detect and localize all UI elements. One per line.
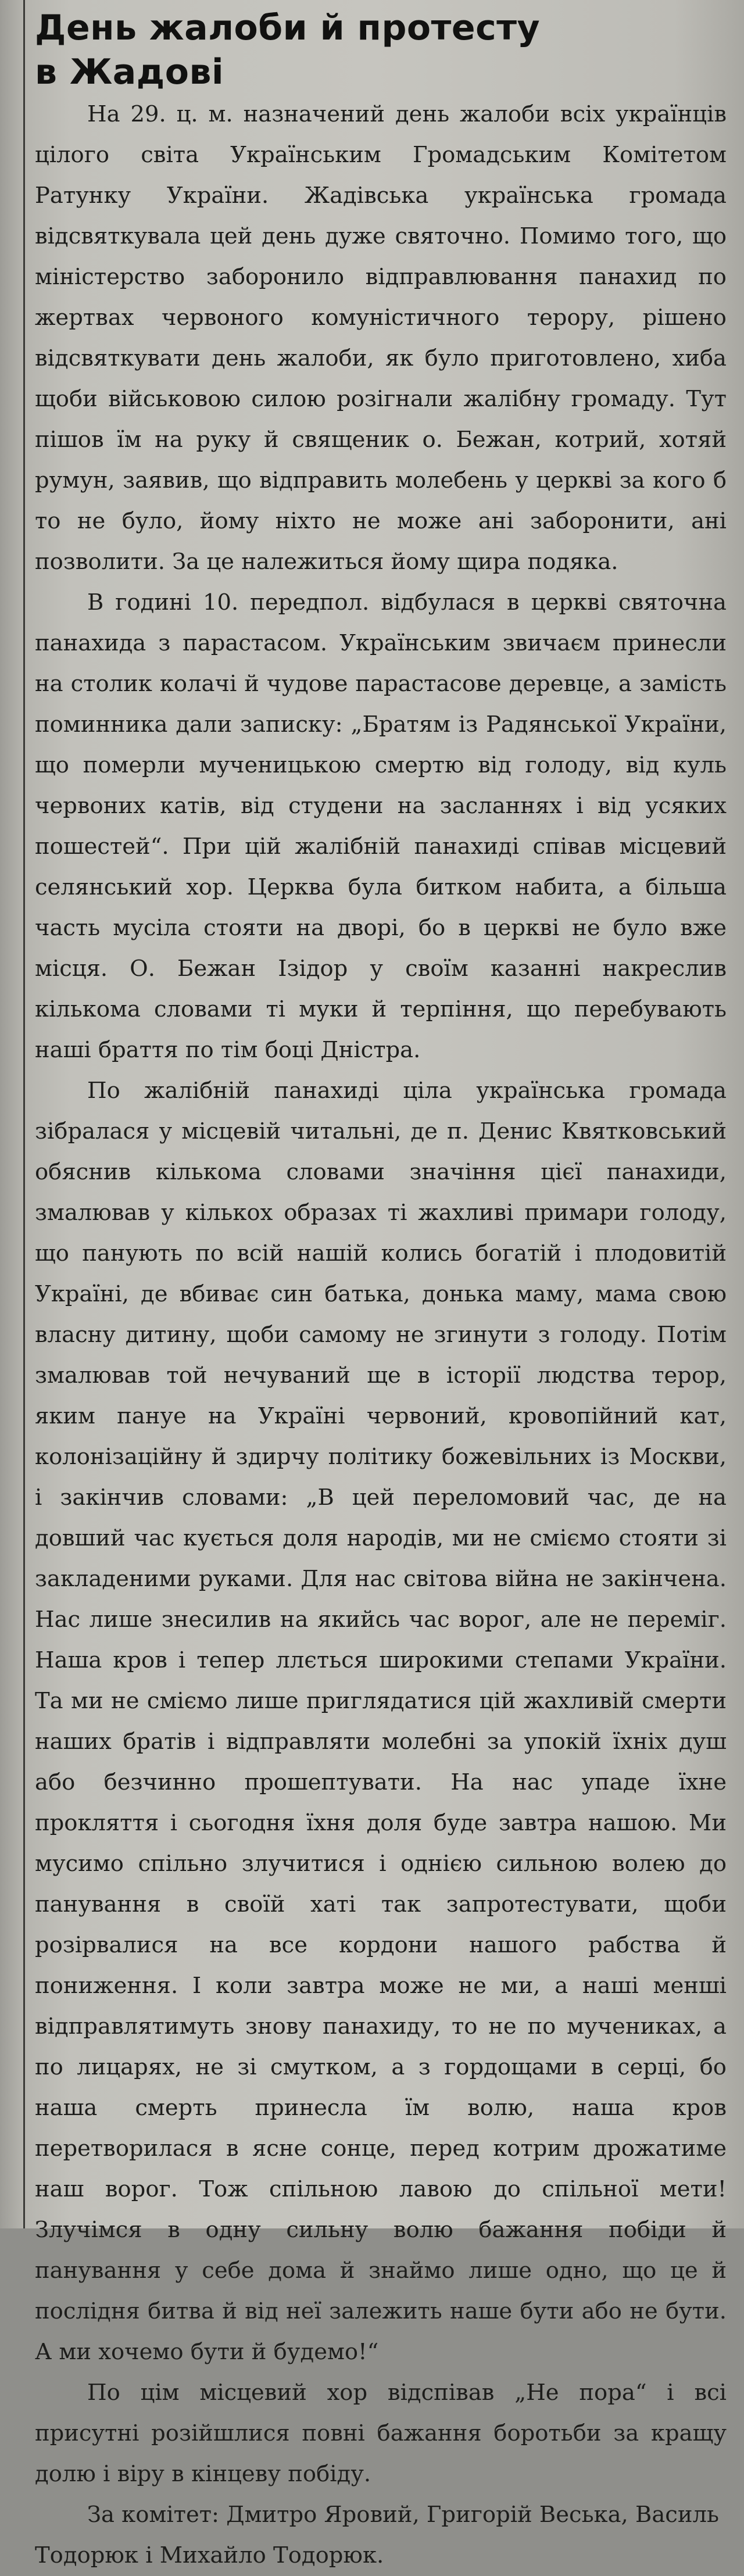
- article-title-line-1: День жалоби й протесту: [35, 8, 541, 48]
- article: [35, 6, 727, 2576]
- article-paragraph: На 29. ц. м. назначений день жалоби всіх українців цілого світа Українським Громадським Комітетом Ратунку України. Жадівська українська громада відсвяткувала цей день дуже святочно. Помимо того, що міністерство заборонило відправлювання панахид по жертвах червоного комуністичного терору, рішено відсвяткувати день жалоби, як було приготовлено, хиба щоби військовою силою розігнали жалібну громаду. Тут пішов їм на руку й священик о. Бежан, котрий, хотяй румун, заявив, що відправить молебень у церкві за кого б то не було, йому ніхто не може ані заборонити, ані позволити. За це належиться йому щира подяка.: [35, 101, 727, 575]
- article-body: [35, 94, 727, 2495]
- article-title-line-2: в Жадові: [35, 52, 224, 92]
- column-rule: [23, 0, 25, 2228]
- article-title: [35, 6, 727, 94]
- article-paragraph: В годині 10. передпол. відбулася в церкві святочна панахида з парастасом. Українським звичаєм принесли на столик колачі й чудове парастасове деревце, а замість поминника дали записку: „Братям із Радянської України, що померли мученицькою смертю від голоду, від куль червоних катів, від студени на засланнях і від усяких пошестей“. При цій жалібній панахиді співав місцевий селянський хор. Церква була битком набита, а більша часть мусіла стояти на дворі, бо в церкві не було вже місця. О. Бежан Ізідор у своїм казанні накреслив кількома словами ті муки й терпіння, що перебувають наші браття по тім боці Дністра.: [35, 589, 727, 1063]
- article-paragraph: По жалібній панахиді ціла українська громада зібралася у місцевій читальні, де п. Денис Квятковський обяснив кількома словами значіння цієї панахиди, змалював у кількох образах ті жахливі примари голоду, що панують по всій нашій колись богатій і плодовитій Україні, де вбиває син батька, донька маму, мама свою власну дитину, щоби самому не згинути з голоду. Потім змалював той нечуваний ще в історії людства терор, яким пануе на Україні червоний, кровопійний кат, колонізаційну й здирчу політику божевільних із Москви, і закінчив словами: „В цей переломовий час, де на довший час кується доля народів, ми не сміємо стояти зі закладеними руками. Для нас світова війна не закінчена. Нас лише знесилив на якийсь час ворог, але не переміг. Наша кров і тепер ллється широкими степами України. Та ми не сміємо лише приглядатися цій жахливій смерти наших братів і відправляти молебні за упокій їхніх душ або безчинно прошептувати. На нас упаде їхне прокляття і сьогодня їхня доля буде завтра нашою. Ми мусимо спільно злучитися і однією сильною волею до панування в своїй хаті так запротестувати, щоби розірвалися на все кордони нашого рабства й пониження. І коли завтра може не ми, а наші менші відправлятимуть знову панахиду, то не по мучениках, а по лицарях, не зі смутком, а з гордощами в серці, бо наша смерть принесла їм волю, наша кров перетворилася в ясне сонце, перед котрим дрожатиме наш ворог. Тож спільною лавою до спільної мети! Злучімся в одну сильну волю бажання побіди й панування у себе дома й знаймо лише одно, що це й послідня битва й від неї залежить наше бути або не бути. А ми хочемо бути й будемо!“: [35, 1078, 727, 2365]
- article-paragraph: По цім місцевий хор відспівав „Не пора“ і всі присутні розійшлися повні бажання боротьби за кращу долю і віру в кінцеву побіду.: [35, 2380, 727, 2487]
- committee-signature: За комітет: Дмитро Яровий, Григорій Веська, Василь Тодорюк і Михайло Тодорюк.: [35, 2502, 719, 2568]
